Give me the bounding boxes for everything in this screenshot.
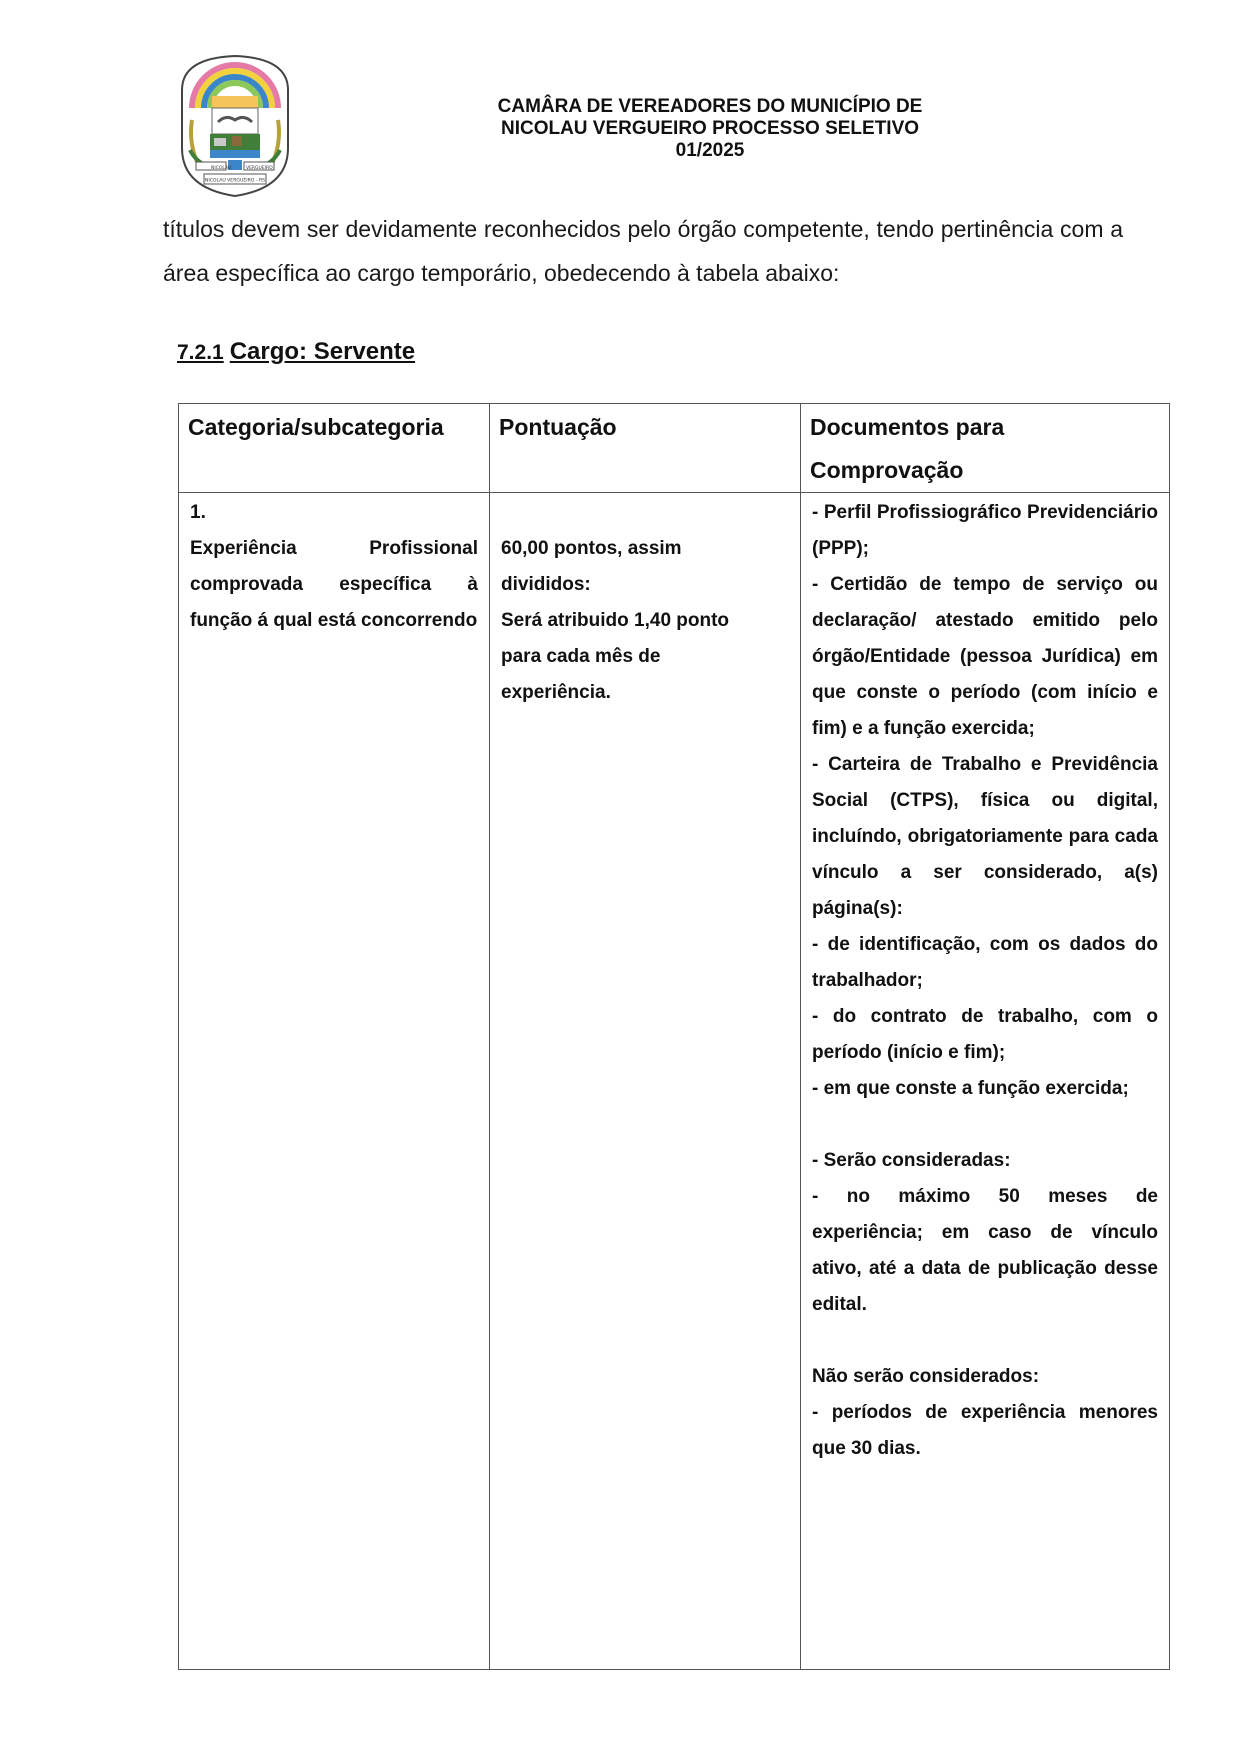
page-header: [0, 0, 1242, 210]
document-item: - Serão consideradas:: [812, 1150, 1011, 1171]
document-item: - Perfil Profissiográfico Previdenciário (PPP);: [812, 502, 1158, 559]
score-cell: [490, 493, 801, 1670]
section-heading: [177, 338, 415, 366]
title-line-3: 01/2025: [675, 140, 745, 161]
document-title: [440, 96, 980, 162]
document-gap: [812, 1323, 1158, 1359]
intro-paragraph: títulos devem ser devidamente reconhecidos pelo órgão competente, tendo pertinência com a área específica ao cargo temporário, obedecendo à tabela abaixo:: [163, 216, 1123, 286]
document-item: - Certidão de tempo de serviço ou declaração/ atestado emitido pelo órgão/Entidade (pessoa Jurídica) em que conste o período (com início e fim) e a função exercida;: [812, 574, 1158, 739]
score-line-1: 60,00 pontos, assim divididos:: [501, 538, 682, 595]
category-cell: [179, 493, 490, 1670]
document-item: - em que conste a função exercida;: [812, 1078, 1129, 1099]
score-line-2: Será atribuido 1,40 ponto para cada mês de experiência.: [501, 610, 730, 703]
document-item: - períodos de experiência menores que 30 dias.: [812, 1402, 1158, 1459]
document-item: - Carteira de Trabalho e Previdência Social (CTPS), física ou digital, incluíndo, obrigatoriamente para cada vínculo a ser considerado, a(s) página(s):: [812, 754, 1158, 919]
title-line-1: CAMÂRA DE VEREADORES DO MUNICÍPIO DE: [497, 96, 923, 117]
document-gap: [812, 1107, 1158, 1143]
logo-ribbon-right-text: VERGUEIRO: [246, 166, 273, 171]
header-documents: Documentos para Comprovação: [801, 404, 1170, 493]
scoring-table: [178, 403, 1170, 1670]
logo-ribbon-left-text: NICOLAU: [211, 166, 232, 171]
table-header-row: [179, 404, 1170, 493]
document-item: - de identificação, com os dados do trabalhador;: [812, 934, 1158, 991]
document-item: - do contrato de trabalho, com o período (início e fim);: [812, 1006, 1158, 1063]
documents-cell: [801, 493, 1170, 1670]
logo-banner-text: NICOLAU VERGUEIRO - RS: [204, 178, 266, 184]
section-title: Cargo: Servente: [229, 338, 416, 365]
header-score: Pontuação: [490, 404, 801, 493]
header-category: Categoria/subcategoria: [179, 404, 490, 493]
category-text: Experiência Profissional comprovada específica à função á qual está concorrendo: [190, 538, 478, 631]
section-number: 7.2.1: [177, 341, 224, 364]
municipal-coat-of-arms-logo: [170, 50, 300, 198]
table-row: [179, 493, 1170, 1670]
document-item: Não serão considerados:: [812, 1366, 1040, 1387]
document-item: - no máximo 50 meses de experiência; em caso de vínculo ativo, até a data de publicação desse edital.: [812, 1186, 1158, 1315]
category-number: 1.: [190, 502, 206, 523]
title-line-2: NICOLAU VERGUEIRO PROCESSO SELETIVO: [500, 118, 920, 139]
